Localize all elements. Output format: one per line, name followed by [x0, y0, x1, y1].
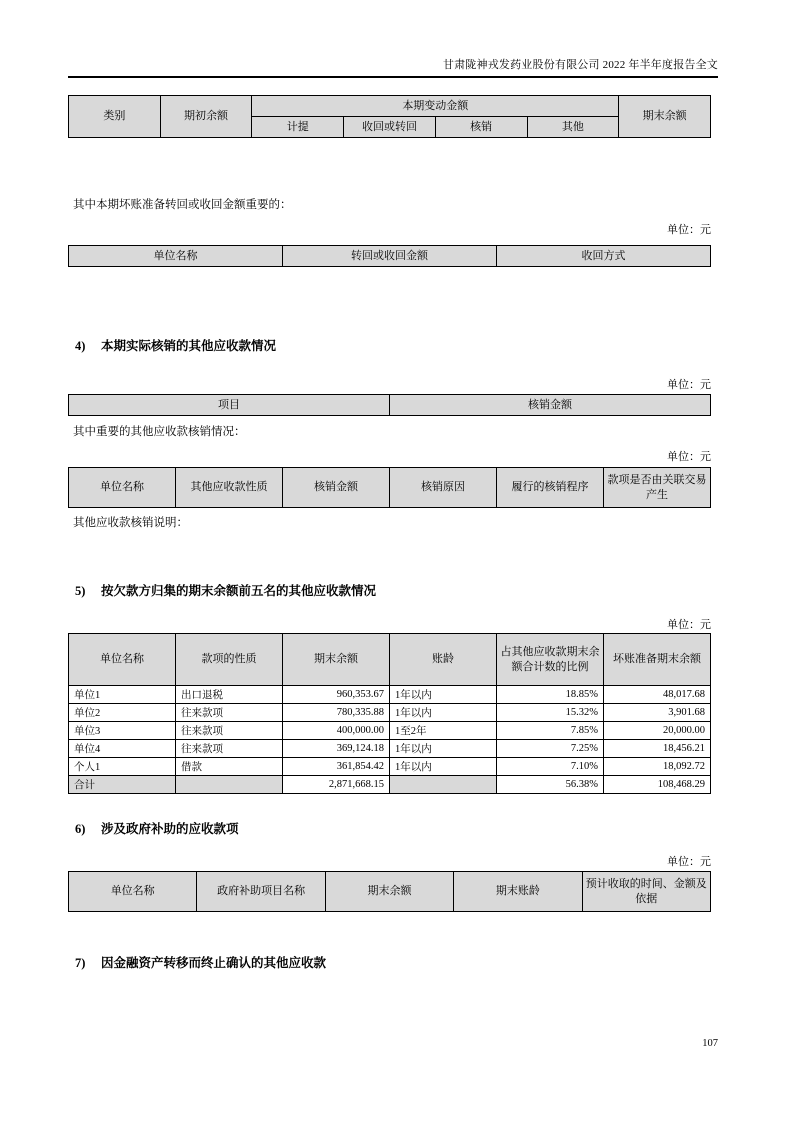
section-4-heading — [75, 336, 276, 354]
recovery-note: 其中本期坏账准备转回或收回金额重要的： — [73, 199, 292, 211]
provision-balance: 3,901.68 — [604, 704, 711, 722]
total-label: 合计 — [69, 776, 176, 794]
aging: 1年以内 — [390, 758, 497, 776]
table-row — [69, 704, 711, 722]
col-writeoff-amount: 核销金额 — [390, 395, 711, 416]
section-5-number: 5) — [75, 584, 86, 598]
unit-name: 个人1 — [69, 758, 176, 776]
closing-balance: 369,124.18 — [283, 740, 390, 758]
nature: 往来款项 — [176, 740, 283, 758]
col-receivable-nature: 其他应收款性质 — [176, 468, 283, 508]
proportion: 7.85% — [497, 722, 604, 740]
page-number: 107 — [702, 1038, 718, 1049]
bad-debt-provision-table — [68, 95, 711, 138]
writeoff-desc-note: 其他应收款核销说明： — [73, 517, 188, 529]
col-opening-balance: 期初余额 — [160, 96, 252, 138]
unit-name: 单位2 — [69, 704, 176, 722]
unit-label: 单位：元 — [667, 224, 711, 236]
col-recover-amount: 转回或收回金额 — [283, 246, 497, 267]
proportion: 18.85% — [497, 686, 604, 704]
section-6-title: 涉及政府补助的应收款项 — [101, 822, 239, 836]
proportion: 15.32% — [497, 704, 604, 722]
provision-balance: 48,017.68 — [604, 686, 711, 704]
col-subsidy-project: 政府补助项目名称 — [197, 872, 325, 912]
col-writeoff: 核销 — [435, 117, 527, 138]
total-closing-balance: 2,871,668.15 — [283, 776, 390, 794]
unit-name: 单位4 — [69, 740, 176, 758]
col-related-party: 款项是否由关联交易产生 — [604, 468, 711, 508]
unit-label: 单位：元 — [667, 451, 711, 463]
col-writeoff-reason: 核销原因 — [390, 468, 497, 508]
total-provision-balance: 108,468.29 — [604, 776, 711, 794]
total-row — [69, 776, 711, 794]
section-6-number: 6) — [75, 822, 86, 836]
unit-label: 单位：元 — [667, 619, 711, 631]
document-header-title: 甘肃陇神戎发药业股份有限公司 2022 年半年度报告全文 — [442, 59, 718, 71]
nature: 借款 — [176, 758, 283, 776]
col-item: 项目 — [69, 395, 390, 416]
table-row — [69, 722, 711, 740]
col-writeoff-procedure: 履行的核销程序 — [497, 468, 604, 508]
section-7-title: 因金融资产转移而终止确认的其他应收款 — [101, 956, 327, 970]
unit-label: 单位：元 — [667, 379, 711, 391]
section-7-heading — [75, 953, 326, 971]
section-4-title: 本期实际核销的其他应收款情况 — [101, 339, 277, 353]
proportion: 7.25% — [497, 740, 604, 758]
col-expected-collection: 预计收取的时间、金额及依据 — [582, 872, 710, 912]
header-divider — [68, 76, 718, 78]
aging: 1至2年 — [390, 722, 497, 740]
col-recover-method: 收回方式 — [497, 246, 711, 267]
writeoff-table — [68, 394, 711, 416]
col-provision-balance: 坏账准备期末余额 — [604, 634, 711, 686]
aging: 1年以内 — [390, 704, 497, 722]
important-writeoff-table — [68, 467, 711, 508]
unit-name: 单位1 — [69, 686, 176, 704]
col-closing-aging: 期末账龄 — [454, 872, 582, 912]
col-unit-name: 单位名称 — [69, 246, 283, 267]
col-closing-balance: 期末余额 — [283, 634, 390, 686]
closing-balance: 960,353.67 — [283, 686, 390, 704]
col-category: 类别 — [69, 96, 161, 138]
top5-receivables-table — [68, 633, 711, 794]
total-nature — [176, 776, 283, 794]
section-7-number: 7) — [75, 956, 86, 970]
unit-label: 单位：元 — [667, 856, 711, 868]
important-writeoff-note: 其中重要的其他应收款核销情况： — [73, 426, 246, 438]
col-group-current-change: 本期变动金额 — [252, 96, 619, 117]
col-accrual: 计提 — [252, 117, 344, 138]
section-5-title: 按欠款方归集的期末余额前五名的其他应收款情况 — [101, 584, 377, 598]
unit-name: 单位3 — [69, 722, 176, 740]
col-closing-balance: 期末余额 — [325, 872, 453, 912]
col-writeoff-amount: 核销金额 — [283, 468, 390, 508]
proportion: 7.10% — [497, 758, 604, 776]
col-unit-name: 单位名称 — [69, 468, 176, 508]
provision-balance: 18,092.72 — [604, 758, 711, 776]
table-row — [69, 758, 711, 776]
col-recover-or-reverse: 收回或转回 — [344, 117, 436, 138]
nature: 往来款项 — [176, 722, 283, 740]
col-proportion: 占其他应收款期末余额合计数的比例 — [497, 634, 604, 686]
total-aging — [390, 776, 497, 794]
subsidy-table — [68, 871, 711, 912]
table-row — [69, 686, 711, 704]
total-proportion: 56.38% — [497, 776, 604, 794]
nature: 出口退税 — [176, 686, 283, 704]
col-aging: 账龄 — [390, 634, 497, 686]
col-unit-name: 单位名称 — [69, 872, 197, 912]
closing-balance: 400,000.00 — [283, 722, 390, 740]
section-4-number: 4) — [75, 339, 86, 353]
aging: 1年以内 — [390, 740, 497, 758]
section-6-heading — [75, 819, 239, 837]
provision-balance: 18,456.21 — [604, 740, 711, 758]
col-other: 其他 — [527, 117, 619, 138]
provision-balance: 20,000.00 — [604, 722, 711, 740]
section-5-heading — [75, 581, 376, 599]
col-unit-name: 单位名称 — [69, 634, 176, 686]
recovery-table — [68, 245, 711, 267]
closing-balance: 780,335.88 — [283, 704, 390, 722]
nature: 往来款项 — [176, 704, 283, 722]
aging: 1年以内 — [390, 686, 497, 704]
col-closing-balance: 期末余额 — [619, 96, 711, 138]
col-nature: 款项的性质 — [176, 634, 283, 686]
table-row — [69, 740, 711, 758]
closing-balance: 361,854.42 — [283, 758, 390, 776]
